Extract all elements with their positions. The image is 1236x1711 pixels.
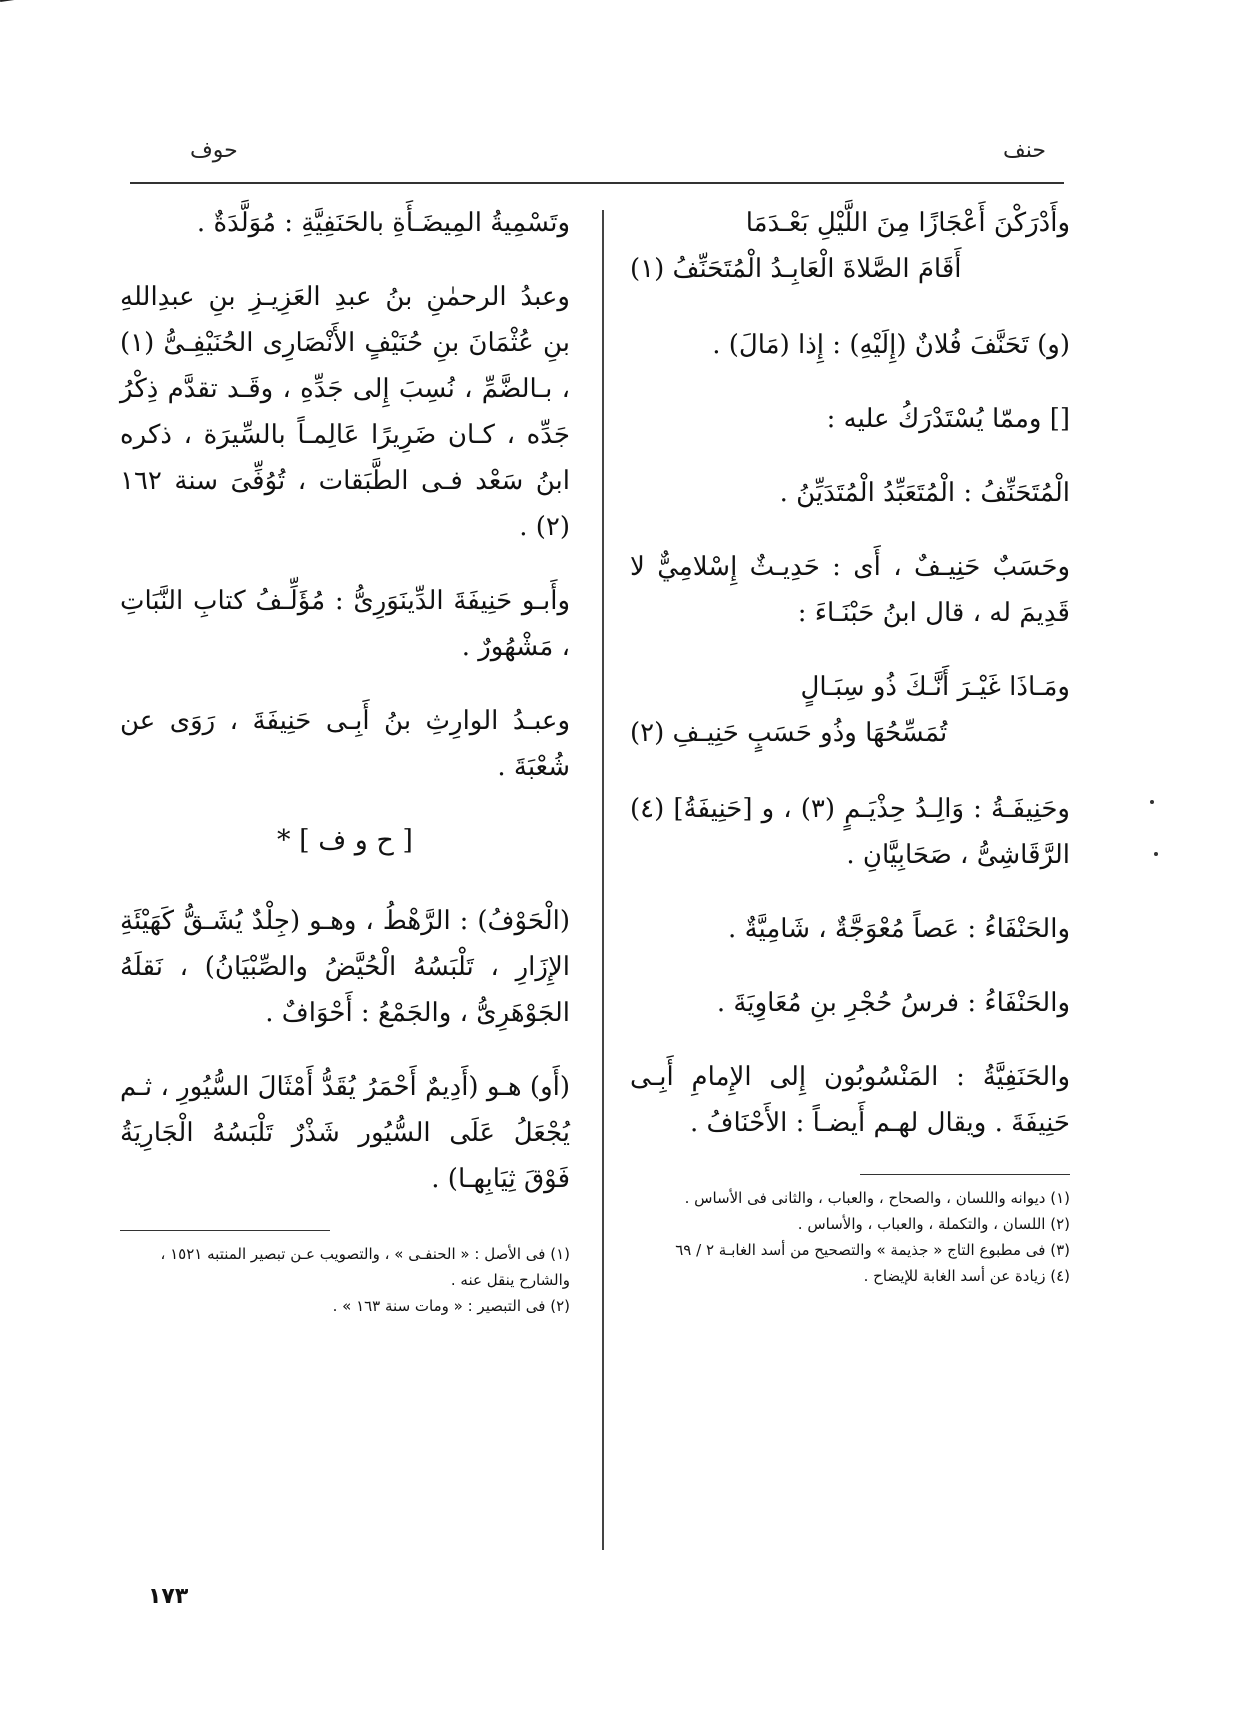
entry-hanfa-horse: والحَنْفَاءُ : فرسُ حُجْرِ بنِ مُعَاوِيَةَ . <box>716 988 1070 1018</box>
entry-mutahannif: الْمُتَحَنِّفُ : الْمُتَعَبِّدُ الْمُتَدَيِّنُ . <box>779 478 1070 508</box>
running-header-right: حنف <box>1002 138 1046 163</box>
section-title-hwf: [ ح و ف ] * <box>277 825 413 856</box>
entry-abd-al-warith: وعبـدُ الوارِثِ بنُ أَبِـى حَنِيفَةَ ، رَوَى عن شُعْبَةَ . <box>120 706 570 782</box>
entry-hanafiyya: والحَنَفِيَّةُ : المَنْسُوبُون إِلى الإِمامِ أَبِـى حَنِيفَةَ . ويقال لهـم أَيضـاً : الأَحْنَافُ . <box>630 1062 1070 1138</box>
entry-mustadrak: [] وممّا يُسْتَدْرَكُ عليه : <box>826 404 1070 434</box>
entry-hawf: (الْحَوْفُ) : الرَّهْطُ ، وهـو (جِلْدٌ يُشَـقُّ كَهَيْئَةِ الإِزَارِ ، تَلْبَسُهُ الْحُيَّضُ والصِّبْيَانُ) ، نَقلَهُ الجَوْهَرِىُّ ، والجَمْعُ : أَحْوَافٌ . <box>120 906 570 1028</box>
footnote-left-2: (٢) فى التبصير : « ومات سنة ١٦٣ » . <box>332 1297 570 1315</box>
footnote-right-4: (٤) زيادة عن أسد الغابة للإيضاح . <box>863 1267 1070 1285</box>
footnote-right-2: (٢) اللسان ، والتكملة ، والعباب ، والأساس . <box>797 1215 1070 1233</box>
footnote-right-1: (١) ديوانه واللسان ، والصحاح ، والعباب ، والثانى فى الأساس . <box>684 1189 1070 1207</box>
page-number: ١٧٣ <box>148 1584 189 1609</box>
left-column <box>120 200 570 1319</box>
running-header-left: حوف <box>190 138 238 163</box>
verse-1-line-2: أَقَامَ الصَّلاةَ الْعَابِـدُ الْمُتَحَنِّفُ (١) <box>630 254 962 284</box>
verse-2-line-2: تُمَسِّحُهَا وذُو حَسَبٍ حَنِيـفِ (٢) <box>630 718 948 748</box>
entry-abd-al-rahman: وعبدُ الرحمٰنِ بنُ عبدِ العَزِيـزِ بنِ عبدِاللهِ بنِ عُثْمَانَ بنِ حُنَيْفٍ الأَنْصَارِى الحُنَيْفِـىُّ (١) ، بـالضَّمِّ ، نُسِبَ إِلى جَدِّهِ ، وقَـد تقدَّم ذِكْرُ جَدِّه ، كـان ضَرِيرًا عَالِمـاً بالسِّيرَة ، ذكره ابنُ سَعْد فـى الطَّبَقات ، تُوُفِّىَ سنة ١٦٢ (٢) . <box>120 282 570 542</box>
verse-1-line-1: وأَدْرَكْنَ أَعْجَازًا مِنَ اللَّيْلِ بَعْـدَمَا <box>745 208 1070 238</box>
entry-abu-hanifa-dinawari: وأَبـو حَنِيفَةَ الدِّينَوَرِىُّ : مُؤَلِّـفُ كتابِ النَّبَاتِ ، مَشْهُورٌ . <box>120 586 570 662</box>
entry-tahannafa: (و) تَحَنَّفَ فُلانٌ (إِلَيْهِ) : إِذا (مَالَ) . <box>712 330 1070 360</box>
scan-corner-mark <box>0 0 39 12</box>
entry-hanfa-stick: والحَنْفَاءُ : عَصاً مُعْوَجَّةٌ ، شَامِيَّةٌ . <box>728 914 1070 944</box>
scan-speck <box>1154 852 1158 856</box>
column-divider <box>602 210 604 1550</box>
header-rule <box>130 182 1064 184</box>
footnote-rule-left <box>120 1230 330 1231</box>
footnote-left-1: (١) فى الأصل : « الحنفـى » ، والتصويب عـن تبصير المنتبه ١٥٢١ ، والشارح ينقل عنه . <box>160 1245 570 1289</box>
scan-speck <box>1150 800 1154 804</box>
verse-1 <box>630 200 1070 292</box>
entry-hasab-hanif: وحَسَبٌ حَنِيـفٌ ، أَى : حَدِيـثٌ إِسْلامِيٌّ لا قَدِيمَ له ، قال ابنُ حَبْنَـاءَ : <box>630 552 1070 628</box>
footnote-rule-right <box>860 1174 1070 1175</box>
verse-2 <box>630 664 1070 756</box>
entry-hanifa: وحَنِيفَـةُ : وَالِـدُ حِذْيَـمٍ (٣) ، و [حَنِيفَةُ] (٤) الرَّقَاشِىُّ ، صَحَابِيَّانِ . <box>630 794 1070 870</box>
entry-midaa: وتَسْمِيةُ المِيضَـأَةِ بالحَنَفِيَّةِ : مُوَلَّدَةٌ . <box>196 208 570 238</box>
footnote-right-3: (٣) فى مطبوع التاج « جذيمة » والتصحيح من أسد الغابـة ٢ / ٦٩ <box>675 1241 1070 1259</box>
right-column <box>630 200 1070 1289</box>
entry-adim: (أَو) هـو (أَدِيمٌ أَحْمَرُ يُقَدُّ أَمْثَالَ السُّيُورِ ، ثـم يُجْعَلُ عَلَى السُّيُور شَذْرٌ تَلْبَسُهُ الْجَارِيَةُ فَوْقَ ثِيَابِهـا) . <box>120 1072 570 1194</box>
verse-2-line-1: ومَـاذَا غَيْـرَ أَنَّـكَ ذُو سِبَـالٍ <box>800 672 1070 702</box>
